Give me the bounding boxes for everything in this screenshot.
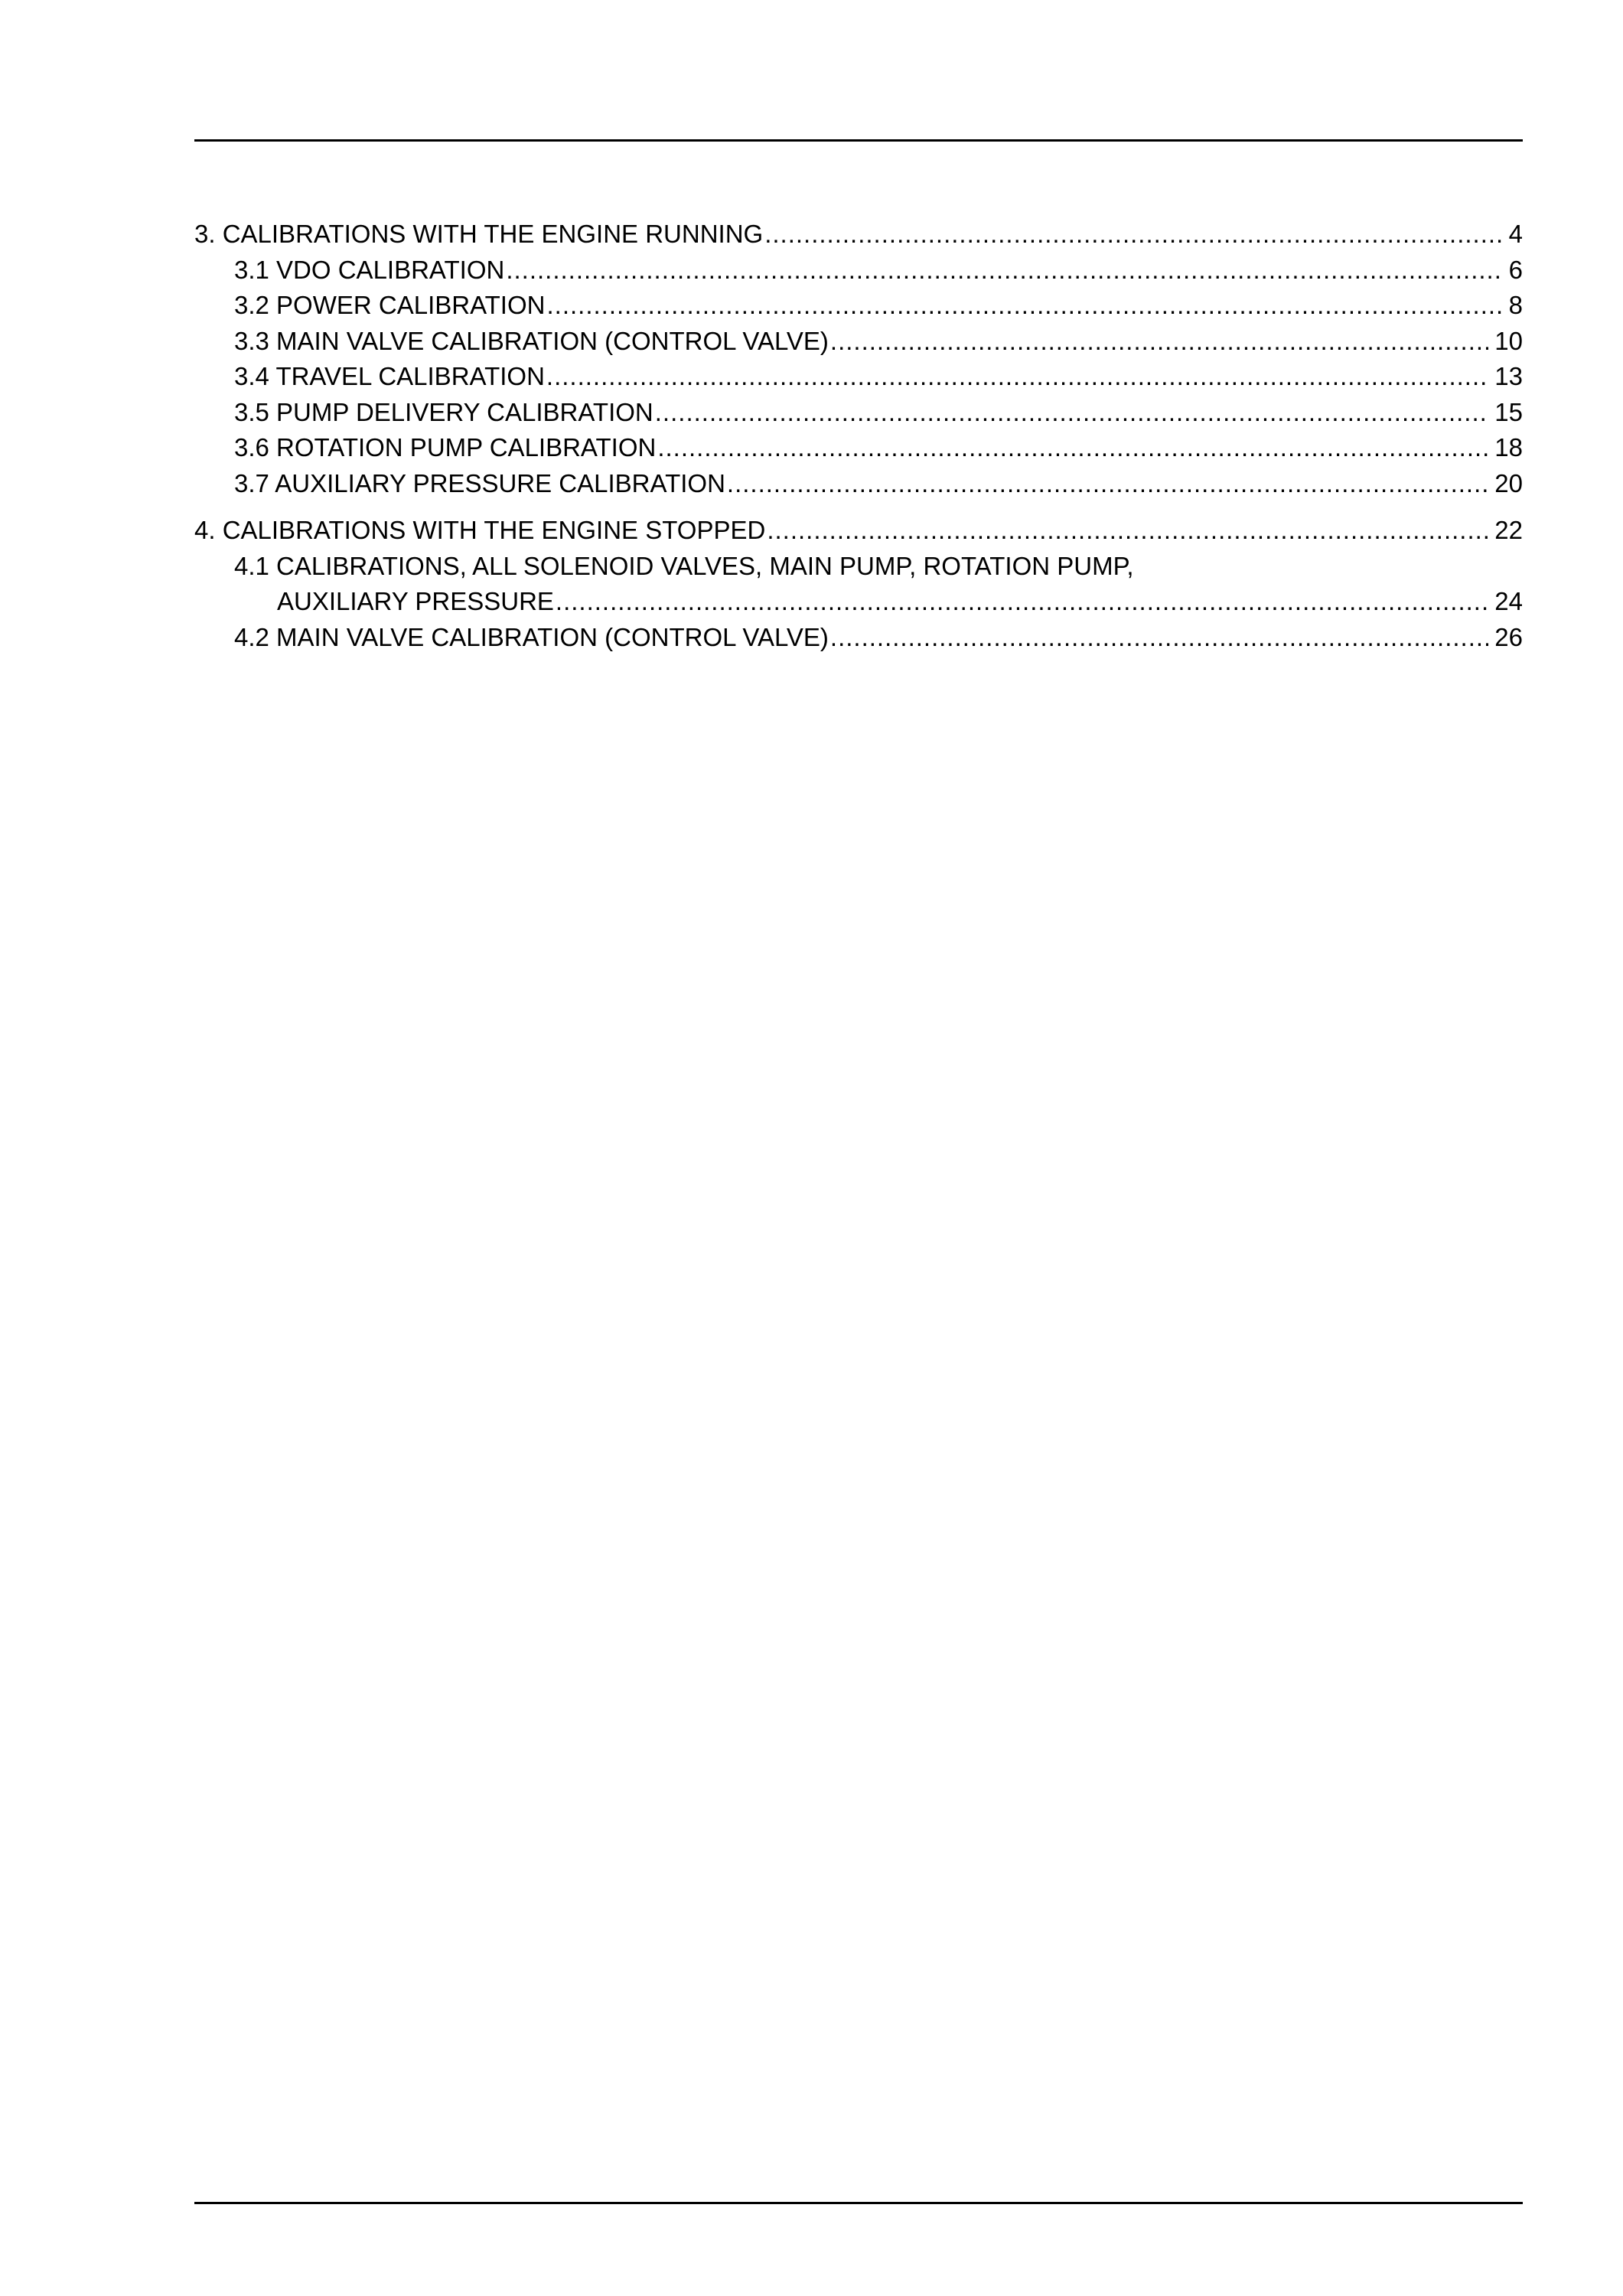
toc-entry-page: 6	[1508, 255, 1523, 284]
toc-entry-page: 8	[1508, 291, 1523, 319]
toc-entry-title-line1: 4.1 CALIBRATIONS, ALL SOLENOID VALVES, MAIN PUMP, ROTATION PUMP,	[234, 551, 1134, 580]
toc-entry-title: 3.6 ROTATION PUMP CALIBRATION	[234, 433, 657, 461]
table-of-contents	[194, 217, 1523, 655]
toc-entry-section-3-6[interactable]	[194, 430, 1523, 466]
toc-entry-page: 22	[1494, 516, 1523, 544]
footer-rule	[194, 2202, 1523, 2204]
toc-entry-title: 3.2 POWER CALIBRATION	[234, 291, 546, 319]
toc-entry-section-4-1[interactable]	[194, 549, 1523, 620]
toc-entry-page: 10	[1494, 326, 1523, 355]
toc-entry-page: 4	[1508, 220, 1523, 248]
toc-entry-page: 15	[1494, 397, 1523, 426]
toc-entry-title: 3.1 VDO CALIBRATION	[234, 255, 505, 284]
toc-entry-page: 20	[1494, 468, 1523, 497]
toc-entry-section-3-5[interactable]	[194, 395, 1523, 431]
toc-entry-section-3-4[interactable]	[194, 359, 1523, 395]
dot-leader	[657, 430, 1488, 466]
dot-leader	[767, 513, 1488, 549]
toc-entry-section-4[interactable]	[194, 513, 1523, 549]
dot-leader	[546, 288, 1502, 324]
dot-leader	[546, 359, 1488, 395]
dot-leader	[830, 620, 1488, 656]
toc-entry-page: 18	[1494, 433, 1523, 461]
toc-entry-title: 3.4 TRAVEL CALIBRATION	[234, 362, 545, 390]
toc-entry-title: 3.7 AUXILIARY PRESSURE CALIBRATION	[234, 468, 725, 497]
dot-leader	[556, 584, 1488, 620]
dot-leader	[655, 395, 1489, 431]
toc-entry-title-line2: AUXILIARY PRESSURE	[277, 587, 554, 615]
toc-entry-section-3-1[interactable]	[194, 253, 1523, 289]
toc-entry-title: 3. CALIBRATIONS WITH THE ENGINE RUNNING	[194, 220, 764, 248]
toc-entry-page: 26	[1494, 622, 1523, 651]
toc-entry-section-3-3[interactable]	[194, 324, 1523, 360]
toc-entry-title: 4. CALIBRATIONS WITH THE ENGINE STOPPED	[194, 516, 766, 544]
toc-entry-section-3-2[interactable]	[194, 288, 1523, 324]
toc-entry-title: 3.5 PUMP DELIVERY CALIBRATION	[234, 397, 653, 426]
toc-entry-section-3[interactable]	[194, 217, 1523, 253]
dot-leader	[506, 253, 1502, 289]
toc-entry-title: 4.2 MAIN VALVE CALIBRATION (CONTROL VALVE)	[234, 622, 829, 651]
header-rule	[194, 139, 1523, 142]
toc-entry-section-4-2[interactable]	[194, 620, 1523, 656]
toc-entry-page: 24	[1494, 587, 1523, 615]
dot-leader	[830, 324, 1488, 360]
dot-leader	[764, 217, 1502, 253]
toc-entry-title-line2-row	[234, 584, 1523, 620]
dot-leader	[727, 466, 1488, 502]
toc-entry-page: 13	[1494, 362, 1523, 390]
toc-entry-section-3-7[interactable]	[194, 466, 1523, 502]
toc-entry-title: 3.3 MAIN VALVE CALIBRATION (CONTROL VALVE)	[234, 326, 829, 355]
